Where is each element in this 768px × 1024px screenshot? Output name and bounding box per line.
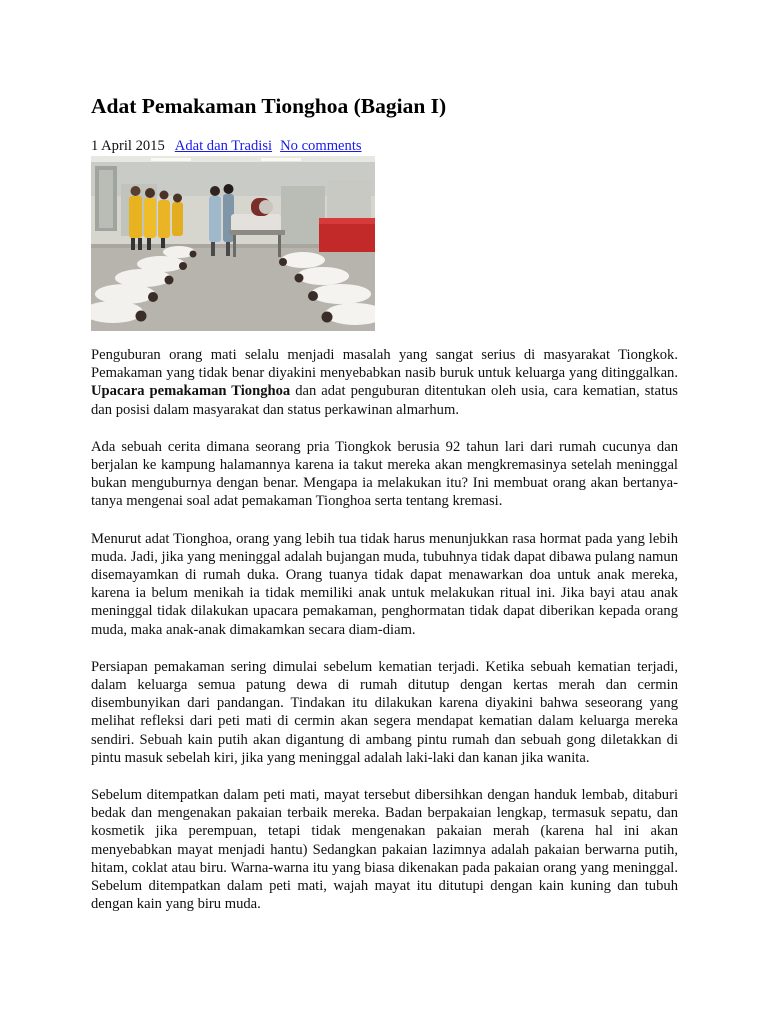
category-link[interactable]: Adat dan Tradisi <box>174 138 273 154</box>
post-date: 1 April 2015 <box>91 138 165 154</box>
paragraph-2: Ada sebuah cerita dimana seorang pria Tiongkok berusia 92 tahun lari dari rumah cucunya dan berjalan ke kampung halamannya karena ia takut mereka akan mengkremasinya setelah meninggal bukan menguburnya dengan benar. Mengapa ia melakukan itu? Ini membuat orang akan bertanya-tanya mengenai soal adat pemakaman Tionghoa serta tentang kremasi. <box>91 438 678 510</box>
paragraph-1: Penguburan orang mati selalu menjadi masalah yang sangat serius di masyarakat Tiongkok. Pemakaman yang tidak benar diyakini menyebabkan nasib buruk untuk keluarga yang ditinggalkan. Upacara pemakaman Tionghoa dan adat penguburan ditentukan oleh usia, cara kematian, status dan posisi dalam masyarakat dan status perkawinan almarhum. <box>91 347 678 418</box>
article-title: Adat Pemakaman Tionghoa (Bagian I) <box>91 94 447 118</box>
article-meta <box>91 137 362 155</box>
bold-keyword: Upacara pemakaman Tionghoa <box>91 383 291 400</box>
article-body <box>91 346 678 913</box>
paragraph-3: Menurut adat Tionghoa, orang yang lebih tua tidak harus menunjukkan rasa hormat pada yang lebih muda. Jadi, jika yang meninggal adalah bujangan muda, tubuhnya tidak dapat dibawa pulang namun disemayamkan di rumah duka. Orang tuanya tidak dapat menawarkan doa untuk anak mereka, karena ia belum menikah ia tidak memiliki anak untuk melakukan ritual ini. Jika bayi atau anak meninggal tidak dilakukan upacara pemakaman, penghormatan tidak dapat diberikan kepada orang muda, maka anak-anak dimakamkan secara diam-diam. <box>91 530 678 638</box>
comments-link[interactable]: No comments <box>280 138 362 154</box>
funeral-ceremony-image <box>91 156 375 331</box>
article-photo <box>91 156 375 331</box>
paragraph-4: Persiapan pemakaman sering dimulai sebelum kematian terjadi. Ketika sebuah kematian terjadi, dalam keluarga semua patung dewa di rumah ditutup dengan kertas merah dan cermin disembunyikan dari pandangan. Tindakan itu dilakukan karena diyakini bahwa seseorang yang melihat refleksi dari peti mati di cermin akan segera mendapat kematian dalam keluarga mereka sendiri. Sebuah kain putih akan digantung di ambang pintu rumah dan sebuah gong diletakkan di pintu masuk sebelah kiri, jika yang meninggal adalah laki-laki dan kanan jika wanita. <box>91 658 678 766</box>
paragraph-5: Sebelum ditempatkan dalam peti mati, mayat tersebut dibersihkan dengan handuk lembab, ditaburi bedak dan mengenakan pakaian terbaik mereka. Badan berpakaian lengkap, termasuk sepatu, dan kosmetik jika perempuan, tetapi tidak mengenakan pakaian merah (karena hal ini akan menyebabkan mayat menjadi hantu) Sedangkan pakaian lazimnya adalah pakaian berwarna putih, hitam, coklat atau biru. Warna-warna itu yang biasa dikenakan pada pakaian orang yang meninggal. Sebelum ditempatkan dalam peti mati, wajah mayat itu ditutupi dengan kain kuning dan tubuh dengan kain yang biru muda. <box>91 787 678 913</box>
